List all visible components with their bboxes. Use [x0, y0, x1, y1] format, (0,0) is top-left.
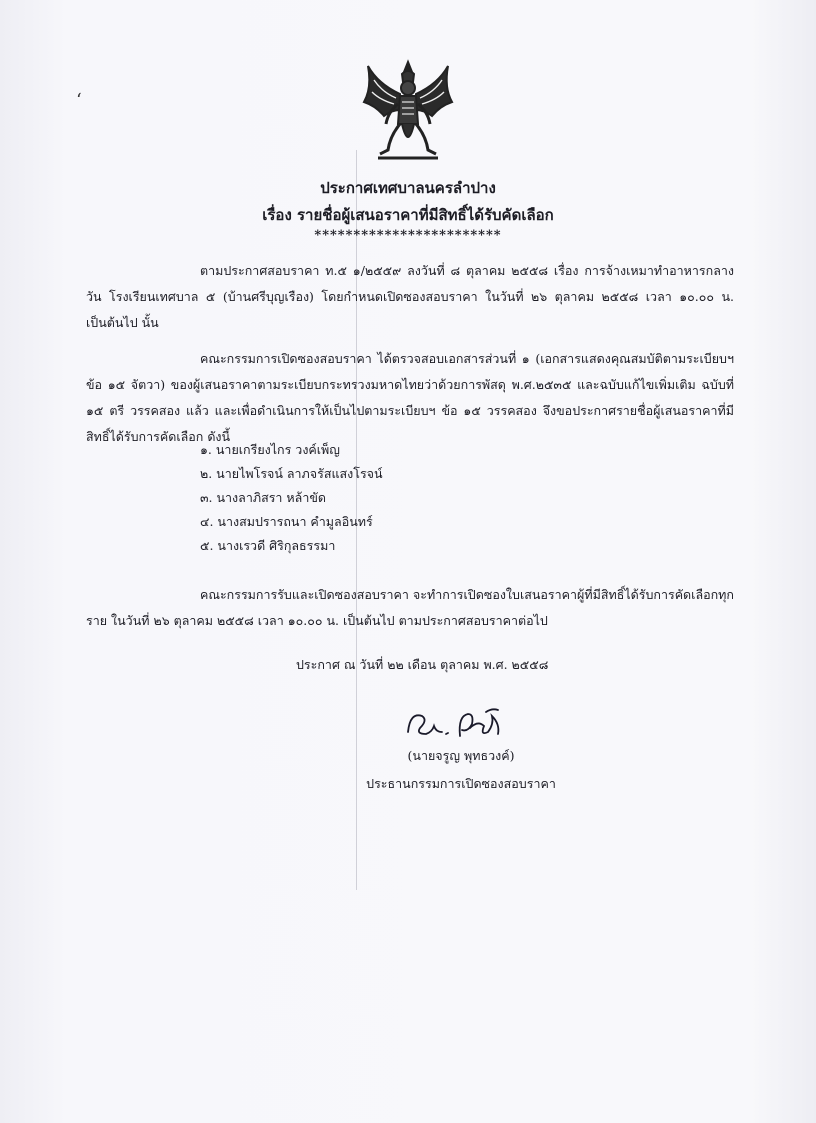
- list-item: ๓. นางลาภิสรา หล้าขัด: [200, 490, 326, 505]
- signer-title: ประธานกรรมการเปิดซองสอบราคา: [366, 776, 556, 791]
- paragraph-background: ตามประกาศสอบราคา ท.๕ ๑/๒๕๕๙ ลงวันที่ ๘ ตุลาคม ๒๕๕๘ เรื่อง การจ้างเหมาทำอาหารกลางวัน โรงเรียนเทศบาล ๕ (บ้านศรีบุญเรือง) โดยกำหนดเปิดซองสอบราคา ในวันที่ ๒๖ ตุลาคม ๒๕๕๘ เวลา ๑๐.๐๐ น. เป็นต้นไป นั้น: [86, 263, 734, 330]
- announcement-subject: เรื่อง รายชื่อผู้เสนอราคาที่มีสิทธิ์ได้รับคัดเลือก: [262, 206, 554, 224]
- paragraph-review: คณะกรรมการเปิดซองสอบราคา ได้ตรวจสอบเอกสารส่วนที่ ๑ (เอกสารแสดงคุณสมบัติตามระเบียบฯ ข้อ ๑๕ จัตวา) ของผู้เสนอราคาตามระเบียบกระทรวงมหาดไทยว่าด้วยการพัสดุ พ.ศ.๒๕๓๕ และฉบับแก้ไขเพิ่มเติม ฉบับที่ ๑๕ ตรี วรรคสอง แล้ว และเพื่อดำเนินการให้เป็นไปตามระเบียบฯ ข้อ ๑๕ วรรคสอง จึงขอประกาศรายชื่อผู้เสนอราคาที่มีสิทธิ์ได้รับการคัดเลือก ดังนี้: [86, 351, 734, 444]
- paragraph-opening: คณะกรรมการรับและเปิดซองสอบราคา จะทำการเปิดซองใบเสนอราคาผู้ที่มีสิทธิ์ได้รับการคัดเลือกทุกราย ในวันที่ ๒๖ ตุลาคม ๒๕๕๘ เวลา ๑๐.๐๐ น. เป็นต้นไป ตามประกาศสอบราคาต่อไป: [86, 587, 734, 628]
- announcement-title: ประกาศเทศบาลนครลำปาง: [320, 179, 496, 197]
- bidder-list: [200, 438, 383, 558]
- garuda-emblem-icon: [358, 58, 458, 166]
- handwritten-signature: [402, 702, 512, 744]
- list-item: ๔. นางสมปรารถนา คำมูลอินทร์: [200, 514, 373, 529]
- list-item: ๑. นายเกรียงไกร วงค์เพ็ญ: [200, 442, 340, 457]
- signer-name: (นายจรูญ พุทธวงค์): [407, 748, 515, 763]
- announcement-date: ประกาศ ณ วันที่ ๒๒ เดือน ตุลาคม พ.ศ. ๒๕๕๘: [296, 657, 549, 672]
- title-divider: ************************: [314, 228, 502, 243]
- list-item: ๕. นางเรวดี ศิริกุลธรรมา: [200, 538, 336, 553]
- list-item: ๒. นายไพโรจน์ ลาภจรัสแสงโรจน์: [200, 466, 383, 481]
- scan-speck: ʻ: [76, 90, 82, 111]
